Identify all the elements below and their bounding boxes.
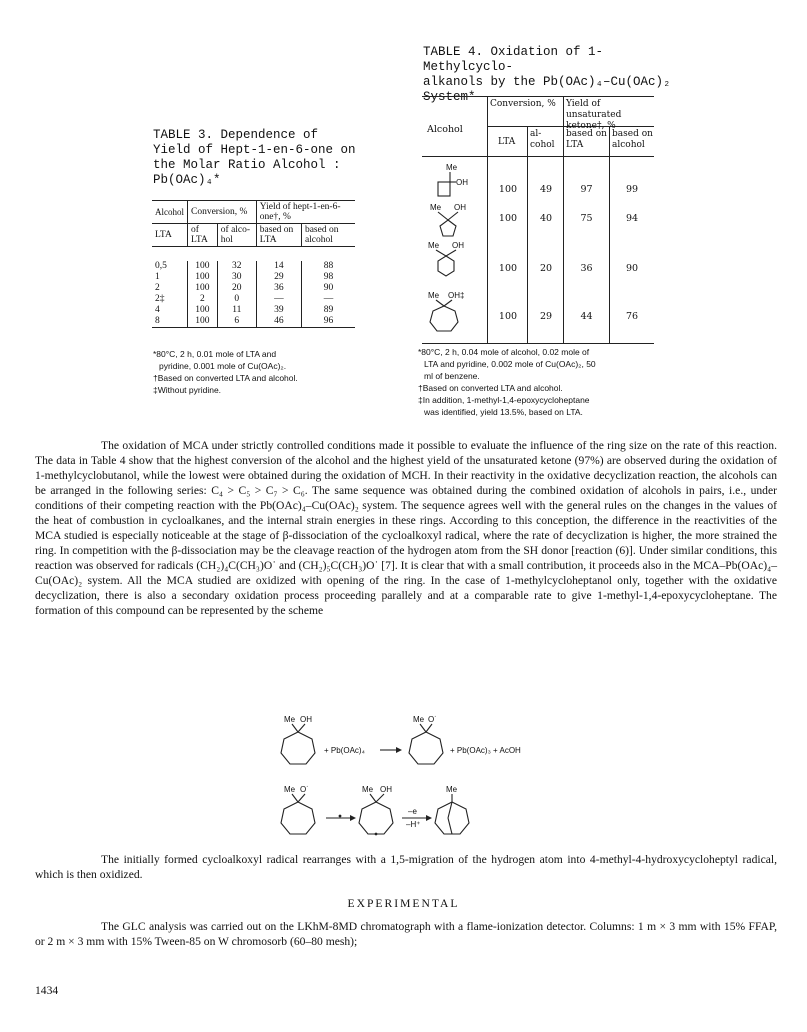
table-cell: 99 [625, 184, 639, 195]
t4-head-conversion: Conversion, % [490, 99, 556, 109]
t3-head-based-alcohol: based on alcohol [301, 223, 355, 246]
table-row [152, 316, 355, 328]
body-paragraph-2: The initially formed cycloalkoxyl radical rearranges with a 1,5-migration of the hydrogen atom into 4-methyl-4-hydroxycycloheptyl radical, which is then oxidized. [35, 853, 777, 881]
table-row [152, 272, 355, 283]
t4-head-yield: Yield of unsaturated ketone†, % [566, 99, 622, 131]
table4-caption: TABLE 4. Oxidation of 1-Methylcyclo- alkanols by the Pb(OAc)₄–Cu(OAc)₂ System* [423, 45, 671, 104]
t4-head-based-lta: based on LTA [566, 129, 607, 150]
t3-head-lta: LTA [155, 229, 172, 240]
table-cell: 29 [539, 311, 553, 322]
cycloheptoxyl-ring [409, 732, 443, 764]
svg-text:OH: OH [456, 178, 468, 187]
cycloheptanol-ring [281, 732, 315, 764]
svg-text:OH: OH [380, 785, 392, 794]
table-cell: 2 [188, 294, 218, 305]
table-cell: 100 [498, 213, 518, 224]
svg-text:Me: Me [446, 163, 458, 172]
table4-footnotes: *80°C, 2 h, 0.04 mole of alcohol, 0.02 mole of LTA and pyridine, 0.002 mole of Cu(OAc)₂, 50 ml of benzene. †Based on converted LTA and alcohol. ‡In addition, 1-methyl-1,4-epoxycycloheptane was identified, yield 13.5%, based on LTA. [418, 347, 596, 417]
t4-head-based-alcohol: based on alcohol [612, 129, 653, 150]
svg-text:–H⁺: –H⁺ [406, 820, 421, 829]
table-cell: 2‡ [155, 293, 165, 304]
table-cell: 100 [188, 261, 218, 272]
table-row [152, 305, 355, 316]
table4 [422, 96, 654, 344]
t3-head-based-lta: based on LTA [256, 223, 301, 246]
methylcyclopentanol-structure [430, 203, 466, 236]
experimental-text: The GLC analysis was carried out on the LKhM-8MD chromatograph with a flame-ionization detector. Columns: 1 m × 3 mm with 15% FFAP, or 2 m × 3 mm with 15% Tween-85 on W chromosorb (60–80 mesh); [35, 920, 777, 948]
methylcycloheptanol-structure [428, 291, 464, 331]
table-cell: 29 [256, 272, 301, 283]
page-number: 1434 [35, 984, 59, 997]
table-cell: 88 [301, 261, 355, 272]
body-paragraph-1: The oxidation of MCA under strictly controlled conditions made it possible to evaluate the influence of the ring size on the rate of this reaction. The data in Table 4 show that the highest conversion of the alcohol and the highest yield of the unsaturated ketone (97%) are observed during the oxidation of 1-methylcyclobutanol, while the lowest were obtained during the oxidation of MCH. In their reactivity in the oxidative decyclization reaction, the alcohols can be arranged in the following series: C₄ > C₅ > C₇ > C₆. The same sequence was obtained during the combined oxidation of alcohols in pairs, i.e., under conditions of their competing reaction with the Pb(OAc)₄–Cu(OAc)₂ system. The sequence agrees well with the general rules on the changes in the values of the heat of combustion in cycloalkanes, and the internal strain energies in these rings. According to this conception, the difference in the reactivities of the MCA studied is especially noticeable at the stage of β-dissociation of the cycloalkoxyl radical, where the rate of decyclization is higher, the more strained the ring. In competition with the β-dissociation may be the cleavage reaction of the hydrogen atom from the SH donor [reaction (6)]. Under similar conditions, this reaction was observed for radicals (CH₂)₄C(CH₃)O˙ and (CH₂)₅C(CH₃)O˙ [7]. It is clear that with a small contribution, it proceeds also in the MCA–Pb(OAc)₄–Cu(OAc)₂ system. All the MCA studied are oxidized with opening of the ring. In the case of 1-methylcycloheptanol only, together with the oxidative decyclization, there is also a secondary oxidation process proceeding parallely and at a comparable rate to give 1-methyl-1,4-epoxycycloheptane. The formation of this compound can be represented by the scheme [35, 439, 777, 617]
t4-head-alcohol: Alcohol [427, 124, 463, 135]
svg-text:O˙: O˙ [300, 785, 309, 794]
table-cell: — [301, 294, 355, 305]
arrow-icon [396, 747, 402, 753]
table-cell: 49 [539, 184, 553, 195]
svg-text:Me: Me [284, 715, 296, 724]
table-cell: 11 [217, 305, 256, 316]
table-cell: 0 [217, 294, 256, 305]
table-row [152, 283, 355, 294]
svg-text:+ Pb(OAc)₄: + Pb(OAc)₄ [324, 746, 365, 755]
table4-molecules [422, 160, 486, 342]
arrow-icon [350, 815, 356, 821]
table-cell: 20 [217, 283, 256, 294]
experimental-heading: EXPERIMENTAL [347, 897, 460, 910]
table-cell: 36 [256, 283, 301, 294]
table-cell: 20 [539, 263, 553, 274]
svg-text:Me: Me [284, 785, 296, 794]
svg-text:OH: OH [452, 241, 464, 250]
table-cell: 90 [301, 283, 355, 294]
table-cell: 75 [580, 213, 593, 224]
table-cell: — [256, 294, 301, 305]
table3 [152, 200, 355, 328]
table3-caption: TABLE 3. Dependence of Yield of Hept-1-en-6-one on the Molar Ratio Alcohol : Pb(OAc)₄* [153, 128, 356, 187]
table-cell: 39 [256, 305, 301, 316]
table-cell: 98 [301, 272, 355, 283]
table-cell: 14 [256, 261, 301, 272]
table3-body [152, 261, 355, 328]
table-cell: 36 [580, 263, 593, 274]
t3-head-of-alcohol: of alco-hol [217, 223, 256, 246]
table-cell: 2 [155, 282, 160, 293]
epoxycycloheptane-ring [435, 802, 469, 834]
table-cell: 89 [301, 305, 355, 316]
svg-text:O˙: O˙ [428, 715, 437, 724]
radical-ring-1 [281, 802, 315, 834]
svg-text:+ Pb(OAc)₃ + AcOH: + Pb(OAc)₃ + AcOH [450, 746, 521, 755]
table-cell: 4 [155, 304, 160, 315]
table-cell: 100 [188, 305, 218, 316]
t3-head-alcohol: Alcohol [155, 206, 184, 217]
svg-text:Me: Me [428, 241, 440, 250]
table-cell: 32 [217, 261, 256, 272]
svg-text:OH: OH [454, 203, 466, 212]
t4-head-alcohol-sub: al-cohol [530, 129, 555, 150]
svg-text:OH‡: OH‡ [448, 291, 465, 300]
t3-head-conversion: Conversion, % [188, 201, 257, 224]
table-cell: 1 [155, 271, 160, 282]
table-row [152, 261, 355, 272]
svg-text:Me: Me [446, 785, 458, 794]
table-cell: 30 [217, 272, 256, 283]
svg-text:Me: Me [430, 203, 442, 212]
table-row [152, 294, 355, 305]
reaction-scheme [270, 712, 570, 847]
arrow-icon [426, 815, 432, 821]
svg-text:OH: OH [300, 715, 312, 724]
table-cell: 96 [301, 316, 355, 328]
methylcyclohexanol-structure [428, 241, 464, 276]
svg-text:–e: –e [408, 807, 417, 816]
table-cell: 6 [217, 316, 256, 328]
table-cell: 100 [188, 283, 218, 294]
table-cell: 100 [188, 272, 218, 283]
t3-head-of-lta: of LTA [188, 223, 218, 246]
t3-head-yield: Yield of hept-1-en-6-one†, % [256, 201, 355, 224]
table-cell: 100 [498, 311, 518, 322]
table-cell: 8 [155, 315, 160, 326]
table-cell: 97 [580, 184, 593, 195]
table-cell: 76 [625, 311, 639, 322]
svg-text:Me: Me [428, 291, 440, 300]
svg-text:Me: Me [362, 785, 374, 794]
table3-footnotes: *80°C, 2 h, 0.01 mole of LTA and pyridine, 0.001 mole of Cu(OAc)₂. †Based on converted LTA and alcohol. ‡Without pyridine. [153, 349, 298, 395]
table-cell: 46 [256, 316, 301, 328]
table-cell: 44 [580, 311, 593, 322]
table-cell: 100 [188, 316, 218, 328]
table-cell: 0,5 [155, 260, 167, 271]
hydroxycycloheptyl-ring [359, 802, 393, 834]
svg-text:Me: Me [413, 715, 425, 724]
table-cell: 94 [625, 213, 639, 224]
table-cell: 100 [498, 263, 518, 274]
table-cell: 100 [498, 184, 518, 195]
t4-head-lta: LTA [498, 137, 516, 147]
table-cell: 90 [625, 263, 639, 274]
table-cell: 40 [539, 213, 553, 224]
methylcyclobutanol-structure [438, 163, 468, 196]
